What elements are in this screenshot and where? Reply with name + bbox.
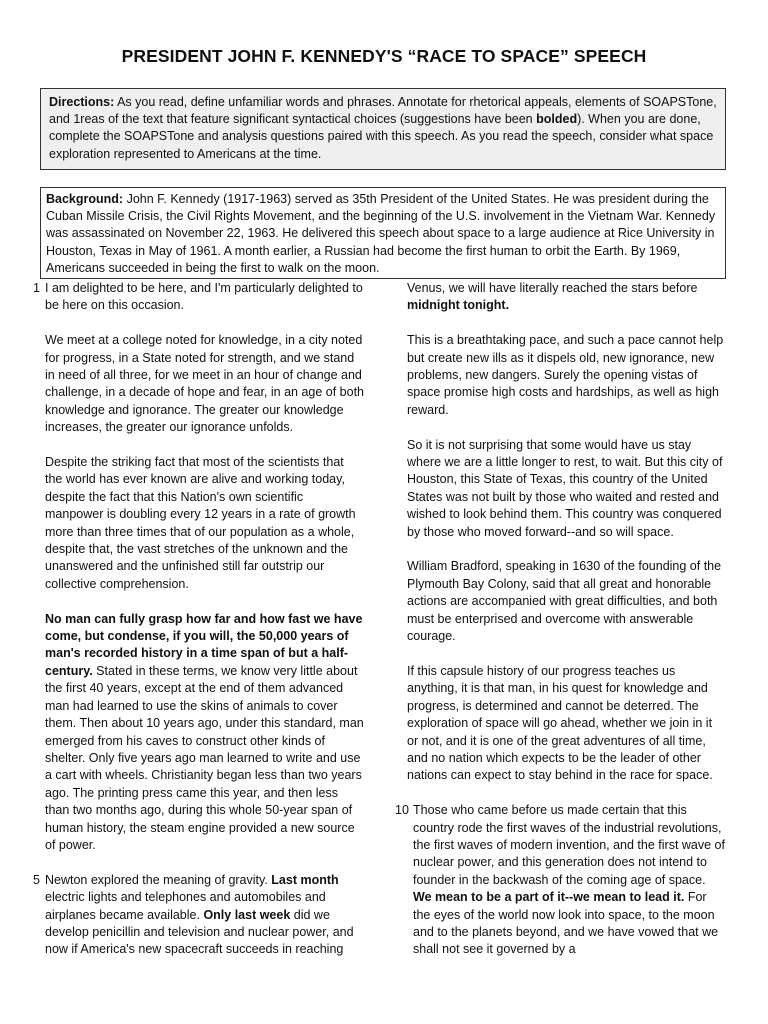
directions-bold-word: bolded xyxy=(536,112,578,127)
paragraph-10-bold-b: We mean to be a part of it--we mean to lead it. xyxy=(413,890,685,905)
speech-paragraph-5 xyxy=(34,872,364,959)
paragraph-number-10: 10 xyxy=(395,803,409,818)
speech-paragraph-4 xyxy=(34,611,364,855)
page-title: PRESIDENT JOHN F. KENNEDY'S “RACE TO SPACE” SPEECH xyxy=(121,46,647,66)
speech-paragraph-3 xyxy=(34,454,364,593)
speech-paragraph-2 xyxy=(34,332,364,436)
speech-paragraph-5-continued xyxy=(396,280,726,315)
speech-paragraph-7 xyxy=(396,437,726,541)
speech-paragraph-1 xyxy=(34,280,364,315)
paragraph-1-text: I am delighted to be here, and I'm particularly delighted to be here on this occasion. xyxy=(45,281,363,313)
speech-paragraph-10 xyxy=(396,802,726,959)
directions-text-1: As you read, define unfamiliar words and phrases. Annotate for rhetorical appeals, elements of SOAPSTone, and 1reas of the text that feature significant syntactical choices (suggestions have been xyxy=(49,95,717,127)
background-box xyxy=(40,187,726,279)
paragraph-10-text-a: Those who came before us made certain that this country rode the first waves of the industrial revolutions, the first waves of modern invention, and the first wave of nuclear power, and this generation does not intend to founder in the backwash of the coming age of space. xyxy=(413,803,725,887)
paragraph-5-text-c: electric lights and telephones and automobiles and airplanes became available. xyxy=(45,890,326,922)
speech-paragraph-8 xyxy=(396,558,726,645)
speech-column-left xyxy=(34,280,364,959)
speech-paragraph-9 xyxy=(396,663,726,785)
paragraph-number-1: 1 xyxy=(33,281,40,295)
paragraph-7-text: So it is not surprising that some would have us stay where we are a little longer to rest, to wait. But this city of Houston, this State of Texas, this country of the United States was not built by those who waited and rested and wished to look behind them. This country was conquered by those who moved forward--and so will space. xyxy=(407,437,723,539)
paragraph-5-cont-bold: midnight tonight. xyxy=(407,298,510,313)
paragraph-5-bold-b: Last month xyxy=(271,872,339,887)
background-text: John F. Kennedy (1917-1963) served as 35th President of the United States. He was president during the Cuban Missile Crisis, the Civil Rights Movement, and the beginning of the U.S. involvement in the Vietnam War. Kennedy was assassinated on November 22, 1963. He delivered this speech about space to a large audience at Rice University in Houston, Texas in May of 1961. A month earlier, a Russian had become the first human to orbit the Earth. By 1969, Americans succeeded in being the first to walk on the moon. xyxy=(46,192,716,275)
paragraph-3-text: Despite the striking fact that most of the scientists that the world has ever known are alive and working today, despite the fact that this Nation's own scientific manpower is doubling every 12 years in a rate of growth more than three times that of our population as a whole, despite that, the vast stretches of the unknown and the unanswered and the unfinished still far outstrip our collective comprehension. xyxy=(45,455,356,591)
paragraph-5-text-e: did we develop penicillin and television and nuclear power, and now if America's new spacecraft succeeds in reaching xyxy=(45,907,354,957)
paragraph-9-text: If this capsule history of our progress teaches us anything, it is that man, in his quest for knowledge and progress, is determined and cannot be deterred. The exploration of space will go ahead, whether we join in it or not, and it is one of the great adventures of all time, and no nation which expects to be the leader of other nations can expect to stay behind in the race for space. xyxy=(407,663,713,783)
speech-paragraph-6 xyxy=(396,332,726,419)
paragraph-8-text: William Bradford, speaking in 1630 of the founding of the Plymouth Bay Colony, said that all great and honorable actions are accompanied with great difficulties, and both must be enterprised and overcome with answerable courage. xyxy=(407,559,722,644)
paragraph-10-text-c: For the eyes of the world now look into space, to the moon and to the planets beyond, and we have vowed that we shall not see it governed by a xyxy=(413,890,719,957)
paragraph-number-5: 5 xyxy=(33,872,40,887)
directions-text-2: ). When you are done, complete the SOAPSTone and analysis questions paired with this speech. As you read the speech, consider what space exploration represented to Americans at the time. xyxy=(49,112,714,161)
speech-column-right xyxy=(396,280,726,959)
paragraph-5-cont-text: Venus, we will have literally reached the stars before xyxy=(407,281,698,295)
paragraph-5-text-a: Newton explored the meaning of gravity. xyxy=(45,872,272,887)
paragraph-6-text: This is a breathtaking pace, and such a pace cannot help but create new ills as it dispels old, new ignorance, new problems, new dangers. Surely the opening vistas of space promise high costs and hardships, as well as high reward. xyxy=(407,333,724,417)
background-label: Background: xyxy=(46,192,124,206)
paragraph-4-text: Stated in these terms, we know very little about the first 40 years, except at the end of them advanced man had learned to use the skins of animals to cover them. Then about 10 years ago, under this standard, man emerged from his caves to construct other kinds of shelter. Only five years ago man learned to write and use a cart with wheels. Christianity began less than two years ago. The printing press came this year, and then less than two months ago, during this whole 50-year span of human history, the steam engine provided a new source of power. xyxy=(45,663,364,852)
directions-box xyxy=(40,88,726,170)
paragraph-5-bold-d: Only last week xyxy=(203,907,291,922)
paragraph-4-bold-text: No man can fully grasp how far and how fast we have come, but condense, if you will, the 50,000 years of man's recorded history in a time span of but a half-century. xyxy=(45,611,363,678)
paragraph-2-text: We meet at a college noted for knowledge, in a city noted for progress, in a State noted for strength, and we stand in need of all three, for we meet in an hour of change and challenge, in a decade of hope and fear, in an age of both knowledge and ignorance. The greater our knowledge increases, the greater our ignorance unfolds. xyxy=(45,333,365,435)
directions-label: Directions: xyxy=(49,95,115,109)
